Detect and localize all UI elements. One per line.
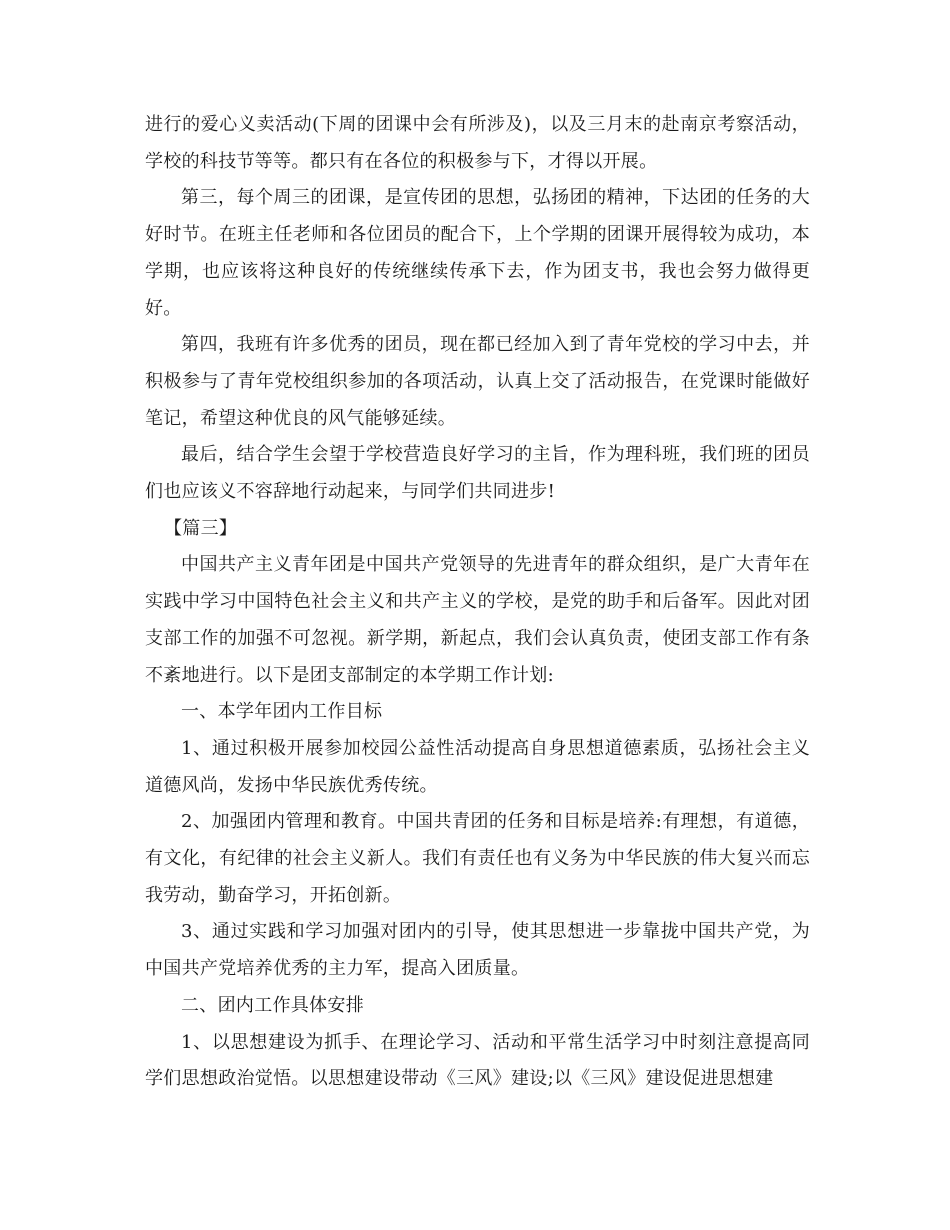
paragraph-finally: 最后，结合学生会望于学校营造良好学习的主旨，作为理科班，我们班的团员们也应该义不容辞地行动起来，与同学们共同进步! xyxy=(145,444,810,503)
list-item-goal-3: 3、通过实践和学习加强对团内的引导，使其思想进一步靠拢中国共产党，为中国共产党培养优秀的主力军，提高入团质量。 xyxy=(145,921,810,980)
document-body xyxy=(145,107,810,1098)
paragraph-intro: 中国共产主义青年团是中国共产党领导的先进青年的群众组织，是广大青年在实践中学习中国特色社会主义和共产主义的学校，是党的助手和后备军。因此对团支部工作的加强不可忽视。新学期，新起点，我们会认真负责，使团支部工作有条不紊地进行。以下是团支部制定的本学期工作计划: xyxy=(145,554,810,686)
paragraph-continued: 进行的爱心义卖活动(下周的团课中会有所涉及)，以及三月末的赴南京考察活动，学校的科技节等等。都只有在各位的积极参与下，才得以开展。 xyxy=(145,114,810,172)
subheading-arrangements: 二、团内工作具体安排 xyxy=(181,994,364,1016)
paragraph-third-point: 第三，每个周三的团课，是宣传团的思想，弘扬团的精神，下达团的任务的大好时节。在班主任老师和各位团员的配合下，上个学期的团课开展得较为成功，本学期，也应该将这种良好的传统继续传承下去，作为团支书，我也会努力做得更好。 xyxy=(145,187,810,319)
list-item-goal-1: 1、通过积极开展参加校园公益性活动提高自身思想道德素质，弘扬社会主义道德风尚，发扬中华民族优秀传统。 xyxy=(145,737,810,796)
section-heading-part-three: 【篇三】 xyxy=(164,517,238,539)
subheading-goals: 一、本学年团内工作目标 xyxy=(181,701,383,723)
paragraph-fourth-point: 第四，我班有许多优秀的团员，现在都已经加入到了青年党校的学习中去，并积极参与了青年党校组织参加的各项活动，认真上交了活动报告，在党课时能做好笔记，希望这种优良的风气能够延续。 xyxy=(145,334,810,429)
list-item-arrangement-1: 1、以思想建设为抓手、在理论学习、活动和平常生活学习中时刻注意提高同学们思想政治觉悟。以思想建设带动《三风》建设;以《三风》建设促进思想建 xyxy=(145,1031,810,1090)
list-item-goal-2: 2、加强团内管理和教育。中国共青团的任务和目标是培养:有理想，有道德，有文化，有纪律的社会主义新人。我们有责任也有义务为中华民族的伟大复兴而忘我劳动，勤奋学习，开拓创新。 xyxy=(145,811,810,906)
